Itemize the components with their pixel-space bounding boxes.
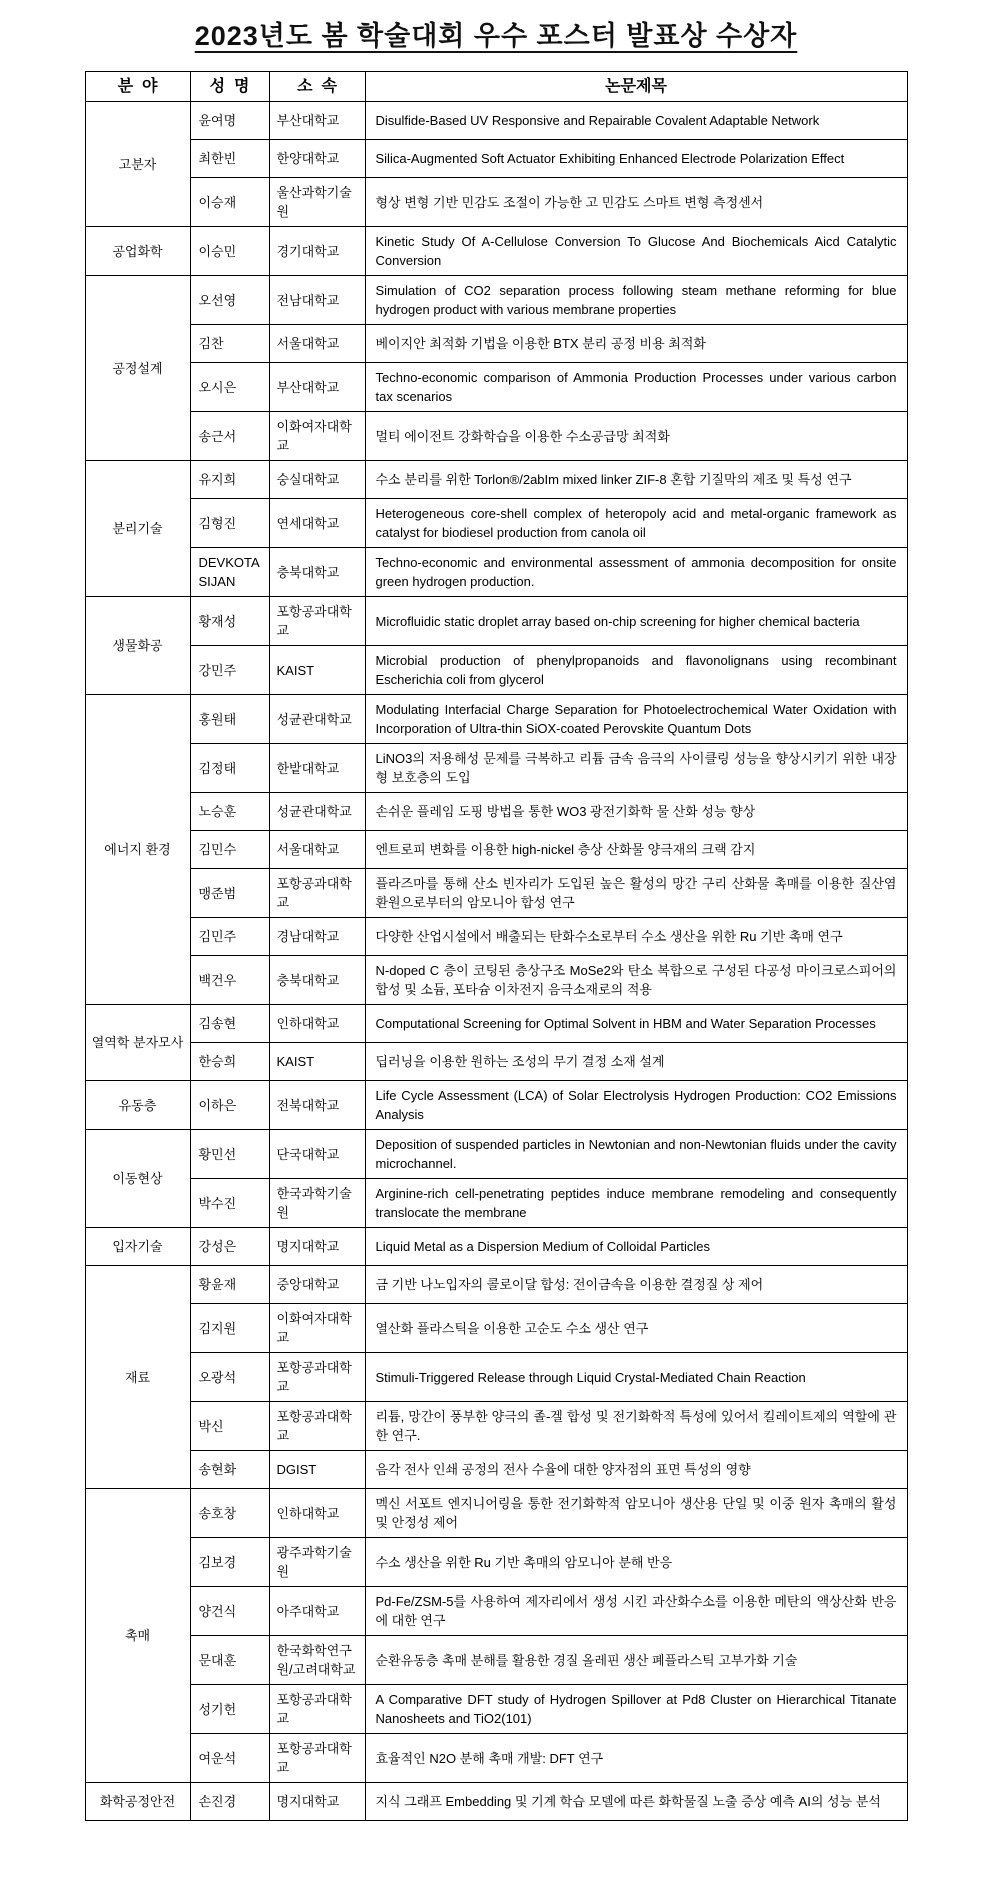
- paper-title-cell: Modulating Interfacial Charge Separation for Photoelectrochemical Water Oxidation with Incorporation of Ultra-thin SiOX-coated Perovskite Quantum Dots: [365, 695, 907, 744]
- affiliation-cell: 인하대학교: [269, 1005, 365, 1043]
- name-cell: 손진경: [190, 1783, 269, 1821]
- affiliation-cell: 성균관대학교: [269, 695, 365, 744]
- table-row: [85, 597, 907, 646]
- table-row: [85, 178, 907, 227]
- paper-title-cell: 멕신 서포트 엔지니어링을 통한 전기화학적 암모니아 생산용 단일 및 이중 원자 촉매의 활성 및 안정성 제어: [365, 1489, 907, 1538]
- name-cell: 김송현: [190, 1005, 269, 1043]
- affiliation-cell: 경기대학교: [269, 227, 365, 276]
- paper-title-cell: 딥러닝을 이용한 원하는 조성의 무기 결정 소재 설계: [365, 1043, 907, 1081]
- affiliation-cell: 울산과학기술원: [269, 178, 365, 227]
- table-row: [85, 412, 907, 461]
- paper-title-cell: 순환유동층 촉매 분해를 활용한 경질 올레핀 생산 폐플라스틱 고부가화 기술: [365, 1636, 907, 1685]
- name-cell: 김민주: [190, 918, 269, 956]
- affiliation-cell: 광주과학기술원: [269, 1538, 365, 1587]
- affiliation-cell: 서울대학교: [269, 831, 365, 869]
- name-cell: 양건식: [190, 1587, 269, 1636]
- name-cell: 김민수: [190, 831, 269, 869]
- name-cell: 강민주: [190, 646, 269, 695]
- column-header-name: 성 명: [190, 72, 269, 102]
- name-cell: 여운석: [190, 1734, 269, 1783]
- name-cell: 오광석: [190, 1353, 269, 1402]
- name-cell: 문대훈: [190, 1636, 269, 1685]
- table-row: [85, 461, 907, 499]
- paper-title-cell: 지식 그래프 Embedding 및 기계 학습 모델에 따른 화학물질 노출 증상 예측 AI의 성능 분석: [365, 1783, 907, 1821]
- table-row: [85, 325, 907, 363]
- table-row: [85, 140, 907, 178]
- paper-title-cell: Pd-Fe/ZSM-5를 사용하여 제자리에서 생성 시킨 과산화수소를 이용한 메탄의 액상산화 반응에 대한 연구: [365, 1587, 907, 1636]
- name-cell: 노승훈: [190, 793, 269, 831]
- table-row: [85, 1130, 907, 1179]
- paper-title-cell: Disulfide-Based UV Responsive and Repairable Covalent Adaptable Network: [365, 102, 907, 140]
- affiliation-cell: 포항공과대학교: [269, 1353, 365, 1402]
- table-row: [85, 102, 907, 140]
- affiliation-cell: 명지대학교: [269, 1783, 365, 1821]
- field-cell: 공업화학: [85, 227, 190, 276]
- paper-title-cell: 멀티 에이전트 강화학습을 이용한 수소공급망 최적화: [365, 412, 907, 461]
- affiliation-cell: DGIST: [269, 1451, 365, 1489]
- name-cell: 맹준범: [190, 869, 269, 918]
- name-cell: 김정태: [190, 744, 269, 793]
- field-cell: 재료: [85, 1266, 190, 1489]
- affiliation-cell: 숭실대학교: [269, 461, 365, 499]
- affiliation-cell: 포항공과대학교: [269, 1685, 365, 1734]
- name-cell: 김지원: [190, 1304, 269, 1353]
- paper-title-cell: 열산화 플라스틱을 이용한 고순도 수소 생산 연구: [365, 1304, 907, 1353]
- page-title: 2023년도 봄 학술대회 우수 포스터 발표상 수상자: [194, 21, 798, 51]
- affiliation-cell: 경남대학교: [269, 918, 365, 956]
- affiliation-cell: 한양대학교: [269, 140, 365, 178]
- paper-title-cell: 금 기반 나노입자의 콜로이달 합성: 전이금속을 이용한 결정질 상 제어: [365, 1266, 907, 1304]
- affiliation-cell: 서울대학교: [269, 325, 365, 363]
- paper-title-cell: Computational Screening for Optimal Solvent in HBM and Water Separation Processes: [365, 1005, 907, 1043]
- field-cell: 이동현상: [85, 1130, 190, 1228]
- name-cell: 송현화: [190, 1451, 269, 1489]
- table-row: [85, 869, 907, 918]
- affiliation-cell: 연세대학교: [269, 499, 365, 548]
- affiliation-cell: 포항공과대학교: [269, 1734, 365, 1783]
- paper-title-cell: A Comparative DFT study of Hydrogen Spillover at Pd8 Cluster on Hierarchical Titanate Nanosheets and TiO2(101): [365, 1685, 907, 1734]
- name-cell: 홍원태: [190, 695, 269, 744]
- affiliation-cell: 전남대학교: [269, 276, 365, 325]
- column-header-affiliation: 소 속: [269, 72, 365, 102]
- name-cell: 김형진: [190, 499, 269, 548]
- table-row: [85, 1451, 907, 1489]
- name-cell: 황민선: [190, 1130, 269, 1179]
- paper-title-cell: Arginine-rich cell-penetrating peptides induce membrane remodeling and consequently translocate the membrane: [365, 1179, 907, 1228]
- name-cell: 성기헌: [190, 1685, 269, 1734]
- affiliation-cell: 중앙대학교: [269, 1266, 365, 1304]
- table-row: [85, 1402, 907, 1451]
- affiliation-cell: 포항공과대학교: [269, 869, 365, 918]
- paper-title-cell: 음각 전사 인쇄 공정의 전사 수율에 대한 양자점의 표면 특성의 영향: [365, 1451, 907, 1489]
- table-row: [85, 744, 907, 793]
- table-row: [85, 1685, 907, 1734]
- affiliation-cell: 아주대학교: [269, 1587, 365, 1636]
- affiliation-cell: 이화여자대학교: [269, 412, 365, 461]
- paper-title-cell: 플라즈마를 통해 산소 빈자리가 도입된 높은 활성의 망간 구리 산화물 촉매를 이용한 질산염 환원으로부터의 암모니아 합성 연구: [365, 869, 907, 918]
- paper-title-cell: Heterogeneous core-shell complex of heteropoly acid and metal-organic framework as catalyst for biodiesel production from canola oil: [365, 499, 907, 548]
- affiliation-cell: 충북대학교: [269, 956, 365, 1005]
- column-header-field: 분 야: [85, 72, 190, 102]
- table-row: [85, 646, 907, 695]
- table-row: [85, 1538, 907, 1587]
- name-cell: 송근서: [190, 412, 269, 461]
- table-row: [85, 695, 907, 744]
- paper-title-cell: Kinetic Study Of A-Cellulose Conversion To Glucose And Biochemicals Aicd Catalytic Conversion: [365, 227, 907, 276]
- field-cell: 유동층: [85, 1081, 190, 1130]
- name-cell: 황재성: [190, 597, 269, 646]
- paper-title-cell: 수소 생산을 위한 Ru 기반 촉매의 암모니아 분해 반응: [365, 1538, 907, 1587]
- affiliation-cell: KAIST: [269, 1043, 365, 1081]
- table-row: [85, 1587, 907, 1636]
- table-row: [85, 956, 907, 1005]
- field-cell: 화학공정안전: [85, 1783, 190, 1821]
- table-row: [85, 1783, 907, 1821]
- table-row: [85, 1489, 907, 1538]
- paper-title-cell: 수소 분리를 위한 Torlon®/2abIm mixed linker ZIF-8 혼합 기질막의 제조 및 특성 연구: [365, 461, 907, 499]
- affiliation-cell: 부산대학교: [269, 363, 365, 412]
- name-cell: 송호창: [190, 1489, 269, 1538]
- name-cell: 박수진: [190, 1179, 269, 1228]
- name-cell: 강성은: [190, 1228, 269, 1266]
- paper-title-cell: Microbial production of phenylpropanoids and flavonolignans using recombinant Escherichia coli from glycerol: [365, 646, 907, 695]
- field-cell: 분리기술: [85, 461, 190, 597]
- table-row: [85, 831, 907, 869]
- name-cell: 이하은: [190, 1081, 269, 1130]
- table-row: [85, 1304, 907, 1353]
- affiliation-cell: 포항공과대학교: [269, 1402, 365, 1451]
- name-cell: 유지희: [190, 461, 269, 499]
- affiliation-cell: KAIST: [269, 646, 365, 695]
- paper-title-cell: Techno-economic comparison of Ammonia Production Processes under various carbon tax scenarios: [365, 363, 907, 412]
- awards-table: [85, 71, 908, 1821]
- affiliation-cell: 이화여자대학교: [269, 1304, 365, 1353]
- affiliation-cell: 성균관대학교: [269, 793, 365, 831]
- affiliation-cell: 한밭대학교: [269, 744, 365, 793]
- affiliation-cell: 단국대학교: [269, 1130, 365, 1179]
- affiliation-cell: 전북대학교: [269, 1081, 365, 1130]
- paper-title-cell: 손쉬운 플레임 도핑 방법을 통한 WO3 광전기화학 물 산화 성능 향상: [365, 793, 907, 831]
- paper-title-cell: 리튬, 망간이 풍부한 양극의 졸-겔 합성 및 전기화학적 특성에 있어서 킬레이트제의 역할에 관한 연구.: [365, 1402, 907, 1451]
- table-row: [85, 1043, 907, 1081]
- affiliation-cell: 부산대학교: [269, 102, 365, 140]
- column-header-title: 논문제목: [365, 72, 907, 102]
- affiliation-cell: 충북대학교: [269, 548, 365, 597]
- field-cell: 공정설계: [85, 276, 190, 461]
- table-row: [85, 1353, 907, 1402]
- name-cell: 박신: [190, 1402, 269, 1451]
- paper-title-cell: Microfluidic static droplet array based on-chip screening for higher chemical bacteria: [365, 597, 907, 646]
- table-row: [85, 793, 907, 831]
- name-cell: 오시은: [190, 363, 269, 412]
- table-row: [85, 1005, 907, 1043]
- table-row: [85, 548, 907, 597]
- affiliation-cell: 한국과학기술원: [269, 1179, 365, 1228]
- table-row: [85, 227, 907, 276]
- field-cell: 고분자: [85, 102, 190, 227]
- field-cell: 촉매: [85, 1489, 190, 1783]
- table-row: [85, 1636, 907, 1685]
- name-cell: 이승민: [190, 227, 269, 276]
- field-cell: 에너지 환경: [85, 695, 190, 1005]
- table-row: [85, 1179, 907, 1228]
- paper-title-cell: 다양한 산업시설에서 배출되는 탄화수소로부터 수소 생산을 위한 Ru 기반 촉매 연구: [365, 918, 907, 956]
- affiliation-cell: 포항공과대학교: [269, 597, 365, 646]
- name-cell: 이승재: [190, 178, 269, 227]
- name-cell: DEVKOTA SIJAN: [190, 548, 269, 597]
- table-row: [85, 363, 907, 412]
- affiliation-cell: 명지대학교: [269, 1228, 365, 1266]
- paper-title-cell: Techno-economic and environmental assessment of ammonia decomposition for onsite green hydrogen production.: [365, 548, 907, 597]
- affiliation-cell: 인하대학교: [269, 1489, 365, 1538]
- affiliation-cell: 한국화학연구원/고려대학교: [269, 1636, 365, 1685]
- name-cell: 오선영: [190, 276, 269, 325]
- paper-title-cell: 효율적인 N2O 분해 촉매 개발: DFT 연구: [365, 1734, 907, 1783]
- table-header-row: [85, 72, 907, 102]
- field-cell: 열역학 분자모사: [85, 1005, 190, 1081]
- name-cell: 황윤재: [190, 1266, 269, 1304]
- table-row: [85, 1228, 907, 1266]
- paper-title-cell: 베이지안 최적화 기법을 이용한 BTX 분리 공정 비용 최적화: [365, 325, 907, 363]
- paper-title-cell: Deposition of suspended particles in Newtonian and non-Newtonian fluids under the cavity microchannel.: [365, 1130, 907, 1179]
- paper-title-cell: Stimuli-Triggered Release through Liquid Crystal-Mediated Chain Reaction: [365, 1353, 907, 1402]
- paper-title-cell: Silica-Augmented Soft Actuator Exhibiting Enhanced Electrode Polarization Effect: [365, 140, 907, 178]
- paper-title-cell: LiNO3의 저용해성 문제를 극복하고 리튬 금속 음극의 사이클링 성능을 향상시키기 위한 내장형 보호층의 도입: [365, 744, 907, 793]
- table-row: [85, 1081, 907, 1130]
- field-cell: 생물화공: [85, 597, 190, 695]
- paper-title-cell: 형상 변형 기반 민감도 조절이 가능한 고 민감도 스마트 변형 측정센서: [365, 178, 907, 227]
- name-cell: 한승희: [190, 1043, 269, 1081]
- name-cell: 윤여명: [190, 102, 269, 140]
- table-row: [85, 1734, 907, 1783]
- name-cell: 최한빈: [190, 140, 269, 178]
- table-row: [85, 499, 907, 548]
- paper-title-cell: Simulation of CO2 separation process following steam methane reforming for blue hydrogen product with various membrane properties: [365, 276, 907, 325]
- name-cell: 김보경: [190, 1538, 269, 1587]
- paper-title-cell: 엔트로피 변화를 이용한 high-nickel 층상 산화물 양극재의 크랙 감지: [365, 831, 907, 869]
- paper-title-cell: Liquid Metal as a Dispersion Medium of Colloidal Particles: [365, 1228, 907, 1266]
- table-row: [85, 918, 907, 956]
- name-cell: 백건우: [190, 956, 269, 1005]
- field-cell: 입자기술: [85, 1228, 190, 1266]
- table-body: [85, 102, 907, 1821]
- name-cell: 김찬: [190, 325, 269, 363]
- table-row: [85, 276, 907, 325]
- paper-title-cell: Life Cycle Assessment (LCA) of Solar Electrolysis Hydrogen Production: CO2 Emissions Analysis: [365, 1081, 907, 1130]
- table-row: [85, 1266, 907, 1304]
- paper-title-cell: N-doped C 층이 코팅된 층상구조 MoSe2와 탄소 복합으로 구성된 다공성 마이크로스피어의 합성 및 소듐, 포타슘 이차전지 음극소재로의 적용: [365, 956, 907, 1005]
